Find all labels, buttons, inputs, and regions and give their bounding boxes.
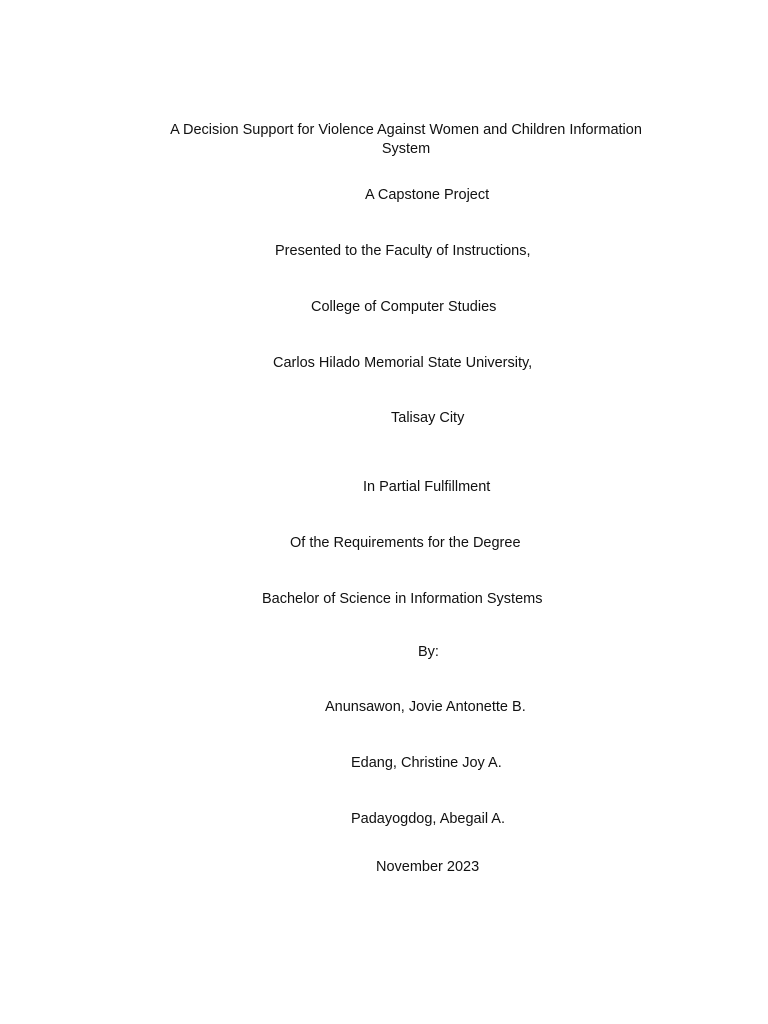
fulfillment-text: In Partial Fulfillment	[363, 479, 491, 495]
document-date: November 2023	[376, 859, 480, 875]
author-name: Anunsawon, Jovie Antonette B.	[325, 699, 526, 715]
author-name: Padayogdog, Abegail A.	[351, 811, 505, 827]
project-type: A Capstone Project	[365, 187, 490, 203]
by-label: By:	[418, 644, 439, 660]
degree-name: Bachelor of Science in Information Systems	[262, 591, 543, 607]
college-name: College of Computer Studies	[311, 299, 497, 315]
city-name: Talisay City	[391, 410, 465, 426]
author-name: Edang, Christine Joy A.	[351, 755, 502, 771]
university-name: Carlos Hilado Memorial State University,	[273, 355, 533, 371]
document-title: A Decision Support for Violence Against Women and Children Information System	[170, 122, 642, 157]
presented-to: Presented to the Faculty of Instructions,	[275, 243, 531, 259]
requirements-text: Of the Requirements for the Degree	[290, 535, 521, 551]
